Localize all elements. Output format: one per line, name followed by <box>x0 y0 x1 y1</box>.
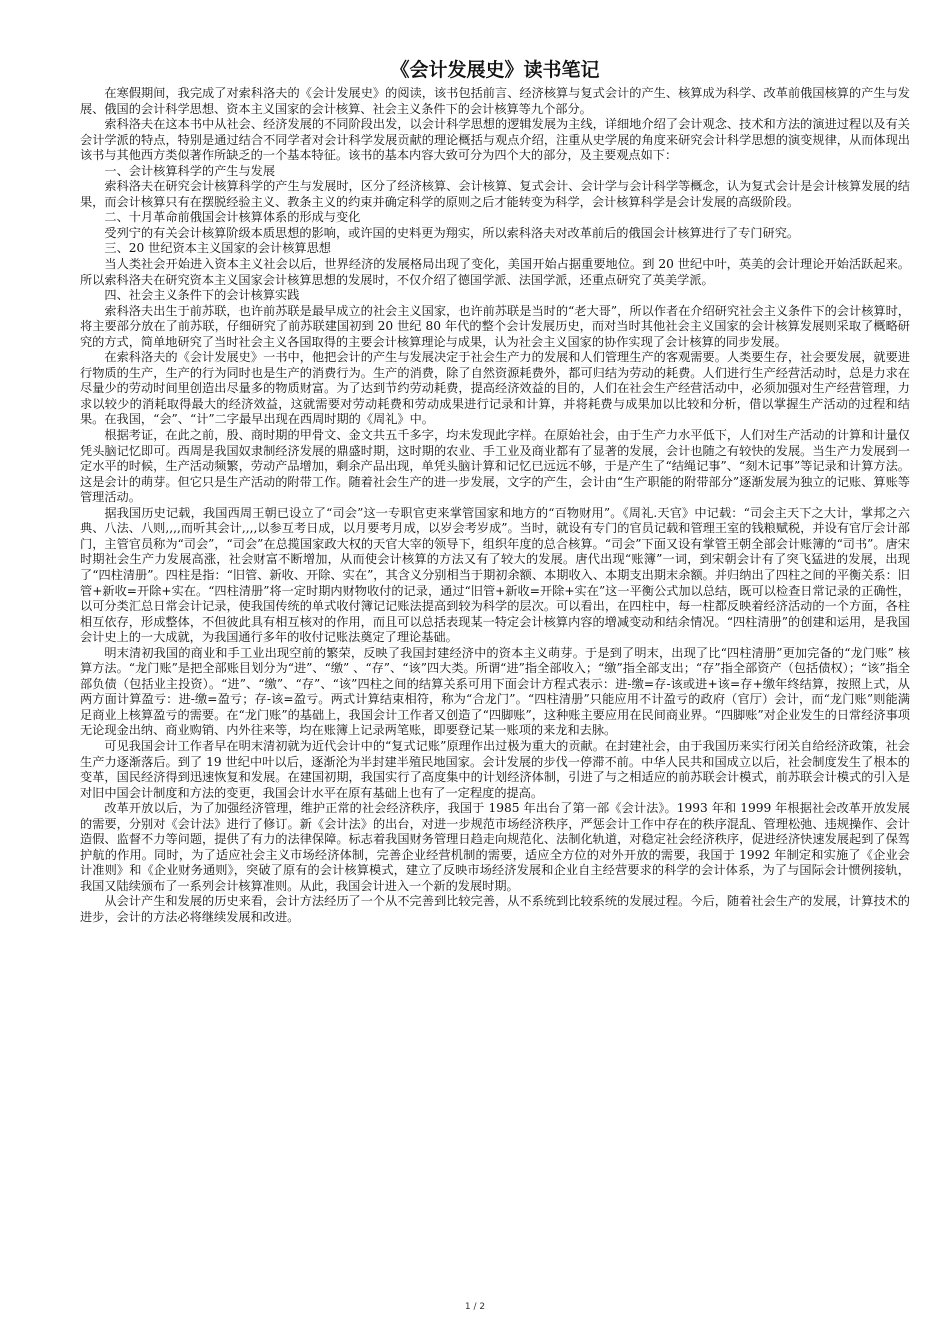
paragraph-section-2: 受列宁的有关会计核算阶级本质思想的影响，或许国的史料更为翔实，所以索科洛夫对改革前后的俄国会计核算进行了专门研究。 <box>104 225 800 240</box>
paragraph-intro: 在寒假期间，我完成了对索科洛夫的《会计发展史》的阅读，该书包括前言、经济核算与复式会计的产生、核算成为科学、改革前俄国核算的产生与发展、俄国的会计科学思想、资本主义国家的会计核算、社会主义条件下的会计核算等九个部分。 <box>80 86 910 116</box>
document-body <box>80 86 910 926</box>
section-heading-1: 一、会计核算科学的产生与发展 <box>104 163 276 178</box>
paragraph-modern: 可见我国会计工作者早在明末清初就为近代会计中的“复式记账”原理作出过极为重大的贡献。在封建社会，由于我国历来实行闭关自给经济政策，社会生产力逐渐落后。到了 19 世纪中叶以后，逐渐沦为半封建半殖民地国家。会计发展的步伐一停滞不前。中华人民共和国成立以后，社会制度发生了根本的变革，国民经济得到迅速恢复和发展。在建国初期，我国实行了高度集中的计划经济体制，引进了与之相适应的前苏联会计模式，前苏联会计模式的引入是对旧中国会计制度和方法的变更，我国会计水平在原有基础上也有了一定程度的提高。 <box>80 738 910 800</box>
page-number: 1 / 2 <box>464 1302 486 1312</box>
paragraph-conclusion: 从会计产生和发展的历史来看，会计方法经历了一个从不完善到比较完善，从不系统到比较系统的发展过程。今后，随着社会生产的发展，计算技术的进步，会计的方法必将继续发展和改进。 <box>80 894 910 924</box>
paragraph-section-3: 当人类社会开始进入资本主义社会以后，世界经济的发展格局出现了变化，美国开始占据重要地位。到 20 世纪中叶，英美的会计理论开始活跃起来。所以索科洛夫在研究资本主义国家会计核算思想的发展时，不仅介绍了德国学派、法国学派，还重点研究了英美学派。 <box>80 257 910 287</box>
document-page <box>80 58 910 1288</box>
section-heading-4: 四、社会主义条件下的会计核算实践 <box>104 288 300 303</box>
paragraph-ming-qing: 明末清初我国的商业和手工业出现空前的繁荣，反映了我国封建经济中的资本主义萌芽。于是到了明末，出现了比“四柱清册”更加完备的“龙门账” 核算方法。“龙门账”是把全部账目划分为“进”、“缴” 、“存”、“该”四大类。所谓“进”指全部收入；“缴”指全部支出；“存”指全部资产（包括债权）；“该”指全部负债（包括业主投资）。“进”、“缴”、“存”、“该”四柱之间的结算关系可用下面会计方程式表示：进-缴=存-该或进+该=存+缴年终结算，按照上式，从两方面计算盈亏：进-缴=盈亏；存-该=盈亏。两式计算结束相符，称为“合龙门”。“四柱清册”只能应用不计盈亏的政府（官厅）会计，而“龙门账”则能满足商业上核算盈亏的需要。在“龙门账”的基础上，我国会计工作者又创造了“四脚账”，这种账主要应用在民间商业界。“四脚账”对企业发生的日常经济事项无论现金出纳、商业购销、内外往来等，均在账簿上记录两笔账，即要登记某一账项的来龙和去脉。 <box>80 645 910 738</box>
paragraph-section-4: 索科洛夫出生于前苏联，也许前苏联是最早成立的社会主义国家，也许前苏联是当时的“老大哥”，所以作者在介绍研究社会主义条件下的会计核算时，将主要部分放在了前苏联，仔细研究了前苏联建国初到 20 世纪 80 年代的整个会计发展历史，而对当时其他社会主义国家的会计核算发展则采取了概略研究的方式，简单地研究了当时社会主义各国取得的主要会计核算理论与成果，认为社会主义国家的协作实现了会计核算的同步发展。 <box>80 303 910 349</box>
paragraph-western-zhou: 据我国历史记载，我国西周王朝已设立了“司会”这一专职官吏来掌管国家和地方的“百物财用”。《周礼.天官》中记载：“司会主天下之大计，掌邦之六典、八法、八则,,,,而听其会计,,,,以参互考日成，以月要考月成，以岁会考岁成”。当时，就设有专门的官员记载和管理王室的钱粮赋税，并设有官厅会计部门，主管官员称为“司会”，“司会”在总揽国家政大权的天官大宰的领导下，组织年度的总合核算。“司会”下面又设有掌管王朝全部会计账簿的“司书”。唐宋时期社会生产力发展高涨，社会财富不断增加，从而使会计核算的方法又有了较大的发展。唐代出现“账簿”一词，到宋朝会计有了突飞猛进的发展，出现了“四柱清册”。四柱是指：“旧管、新收、开除、实在”，其含义分别相当于期初余额、本期收入、本期支出期末余额。并归纳出了四柱之间的平衡关系：旧管+新收=开除+实在。“四柱清册”将一定时期内财物收付的记录，通过“旧管+新收=开除+实在”这一平衡公式加以总结，既可以检查日常记录的正确性，以可分类汇总日常会计记录，使我国传统的单式收付簿记记账法提高到较为科学的层次。可以看出，在四柱中，每一柱都反映着经济活动的一个方面，各柱相互依存，形成整体，不但彼此具有相互核对的作用，而且可以总括表现某一特定会计核算内容的增减变动和结余情况。“四柱清册”的创建和运用，是我国会计史上的一大成就，为我国通行多年的收付记账法奠定了理论基础。 <box>80 505 910 645</box>
section-heading-3: 三、20 世纪资本主义国家的会计核算思想 <box>104 241 331 256</box>
paragraph-reform: 改革开放以后，为了加强经济管理，维护正常的社会经济秩序，我国于 1985 年出台了第一部《会计法》。1993 年和 1999 年根据社会改革开放发展的需要，分别对《会计法》进行了修订。新《会计法》的出台，对进一步规范市场经济秩序，严惩会计工作中存在的秩序混乱、管理松弛、违规操作、会计造假、监督不力等问题，提供了有力的法律保障。标志着我国财务管理日趋走向规范化、法制化轨道，对稳定社会经济秩序，促进经济快速发展起到了保驾护航的作用。同时，为了适应社会主义市场经济体制，完善企业经营机制的需要，适应全方位的对外开放的需要，我国于 1992 年制定和实施了《企业会计准则》和《企业财务通则》，突破了原有的会计核算模式，建立了反映市场经济发展和企业自主经营要求的科学的会计体系，为了与国际会计惯例接轨，我国又陆续颁布了一系列会计核算准则。从此，我国会计进入一个新的发展时期。 <box>80 801 910 893</box>
paragraph-origin: 在索科洛夫的《会计发展史》一书中，他把会计的产生与发展决定于社会生产力的发展和人们管理生产的客观需要。人类要生存，社会要发展，就要进行物质的生产，生产的行为同时也是生产的消费行为。生产的消费，除了自然资源耗费外，都可归结为劳动的耗费。人们进行生产经营活动时，总是力求在尽量少的劳动时间里创造出尽量多的物质财富。为了达到节约劳动耗费，提高经济效益的目的，人们在社会生产经营活动中，必须加强对生产经营管理，力求以较少的消耗取得最大的经济效益，这就需要对劳动耗费和劳动成果进行记录和计算，并将耗费与成果加以比较和分析，借以掌握生产活动的过程和结果。在我国，“会”、“计”二字最早出现在西周时期的《周礼》中。 <box>80 350 910 427</box>
document-title: 《会计发展史》读书笔记 <box>390 59 600 81</box>
section-heading-2: 二、十月革命前俄国会计核算体系的形成与变化 <box>104 210 361 225</box>
paragraph-section-1: 索科洛夫在研究会计核算科学的产生与发展时，区分了经济核算、会计核算、复式会计、会计学与会计科学等概念，认为复式会计是会计核算发展的结果，而会计核算只有在摆脱经验主义、教条主义的约束并确定科学的原则之后才能转变为科学，会计核算科学是会计发展的高级阶段。 <box>80 179 910 209</box>
paragraph-overview: 索科洛夫在这本书中从社会、经济发展的不同阶段出发，以会计科学思想的逻辑发展为主线，详细地介绍了会计观念、技术和方法的演进过程以及有关会计学派的特点，特别是通过结合不同学者对会计科学发展贡献的理论概括与观点介绍，注重从史学展的角度来研究会计科学思想的演变规律，从而体现出该书与其他西方类似著作所缺乏的一个基本特征。该书的基本内容大致可分为四个大的部分，及主要观点如下： <box>80 117 910 163</box>
paragraph-ancient: 根据考证，在此之前，殷、商时期的甲骨文、金文共五千多字，均未发现此字样。在原始社会，由于生产力水平低下，人们对生产活动的计算和计量仅凭头脑记忆即可。西周是我国奴隶制经济发展的鼎盛时期，这时期的农业、手工业及商业都有了显著的发展，会计也随之有较快的发展。当生产力发展到一定水平的时候，生产活动频繁，劳动产品增加，剩余产品出现，单凭头脑计算和记忆已远远不够，于是产生了“结绳记事”、“刻木记事”等记录和计算方法。这是会计的萌芽。但它只是生产活动的附带工作。随着社会生产的进一步发展，文字的产生，会计由“生产职能的附带部分”逐渐发展为独立的记账、算账等管理活动。 <box>80 428 910 505</box>
